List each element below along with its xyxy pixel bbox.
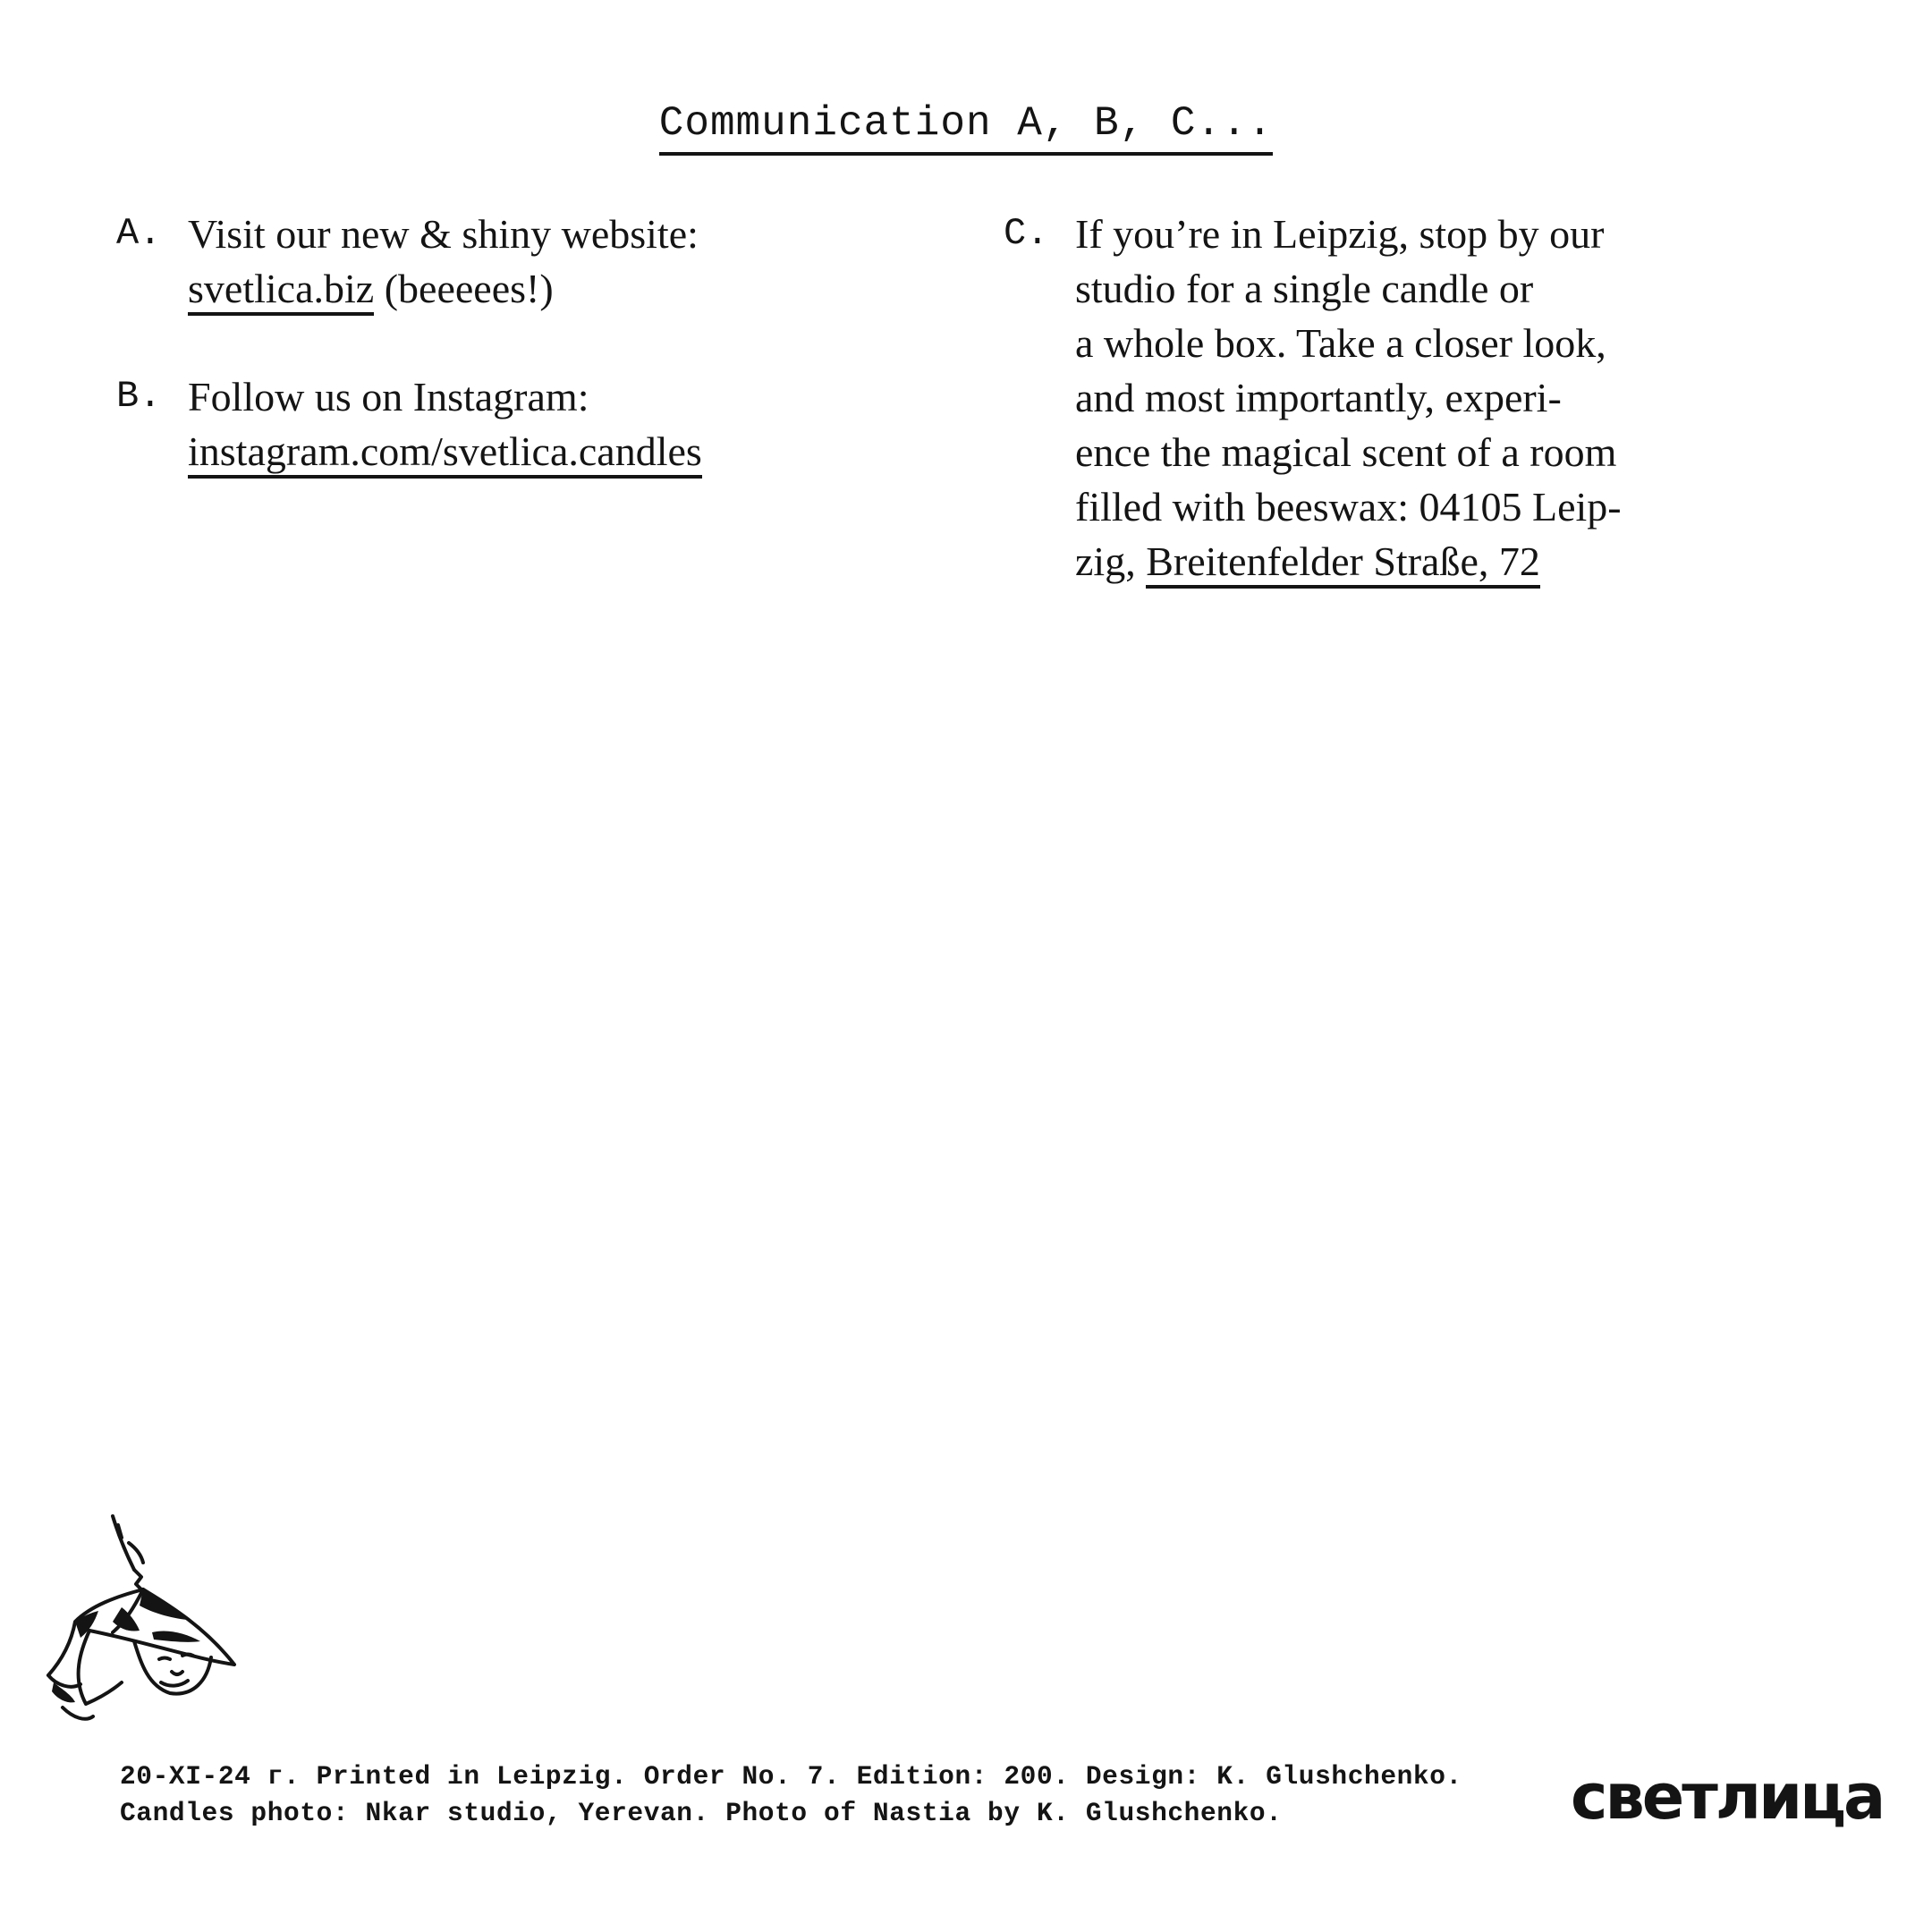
item-text: filled with beeswax: 04105 Leip- xyxy=(1075,484,1622,530)
item-text: Visit our new & shiny website: xyxy=(188,211,699,257)
address-link[interactable]: Breitenfelder Straße, 72 xyxy=(1146,538,1540,589)
page-title-text: Communication A, B, C... xyxy=(659,97,1274,156)
item-text: studio for a single candle or xyxy=(1075,266,1534,311)
website-link[interactable]: svetlica.biz xyxy=(188,266,374,316)
website-suffix: (beeeees!) xyxy=(374,266,554,311)
item-text: and most importantly, experi- xyxy=(1075,375,1562,420)
logo-text: светлица xyxy=(1571,1760,1884,1834)
svetlica-logo-icon xyxy=(1567,1758,1884,1838)
item-text: If you’re in Leipzig, stop by our xyxy=(1075,211,1605,257)
girl-with-leaf-hat-drawing-icon xyxy=(36,1507,304,1775)
item-text: zig, xyxy=(1075,538,1147,584)
item-text: a whole box. Take a closer look, xyxy=(1075,320,1606,366)
item-letter: B. xyxy=(116,375,162,418)
print-credits xyxy=(120,1758,1462,1832)
contact-item-studio xyxy=(1004,207,1862,589)
item-text: ence the magical scent of a room xyxy=(1075,429,1617,475)
item-text: Follow us on Instagram: xyxy=(188,374,589,419)
item-letter: C. xyxy=(1004,212,1049,255)
instagram-link[interactable]: instagram.com/svetlica.candles xyxy=(188,428,702,479)
contact-item-instagram xyxy=(116,369,921,479)
page-title xyxy=(0,97,1932,156)
credits-line: Candles photo: Nkar studio, Yerevan. Photo of Nastia by K. Glushchenko. xyxy=(120,1798,1283,1828)
credits-line: 20-XI-24 г. Printed in Leipzig. Order No. 7. Edition: 200. Design: K. Glushchenko. xyxy=(120,1761,1462,1792)
contact-item-website xyxy=(116,207,921,316)
item-letter: A. xyxy=(116,212,162,255)
